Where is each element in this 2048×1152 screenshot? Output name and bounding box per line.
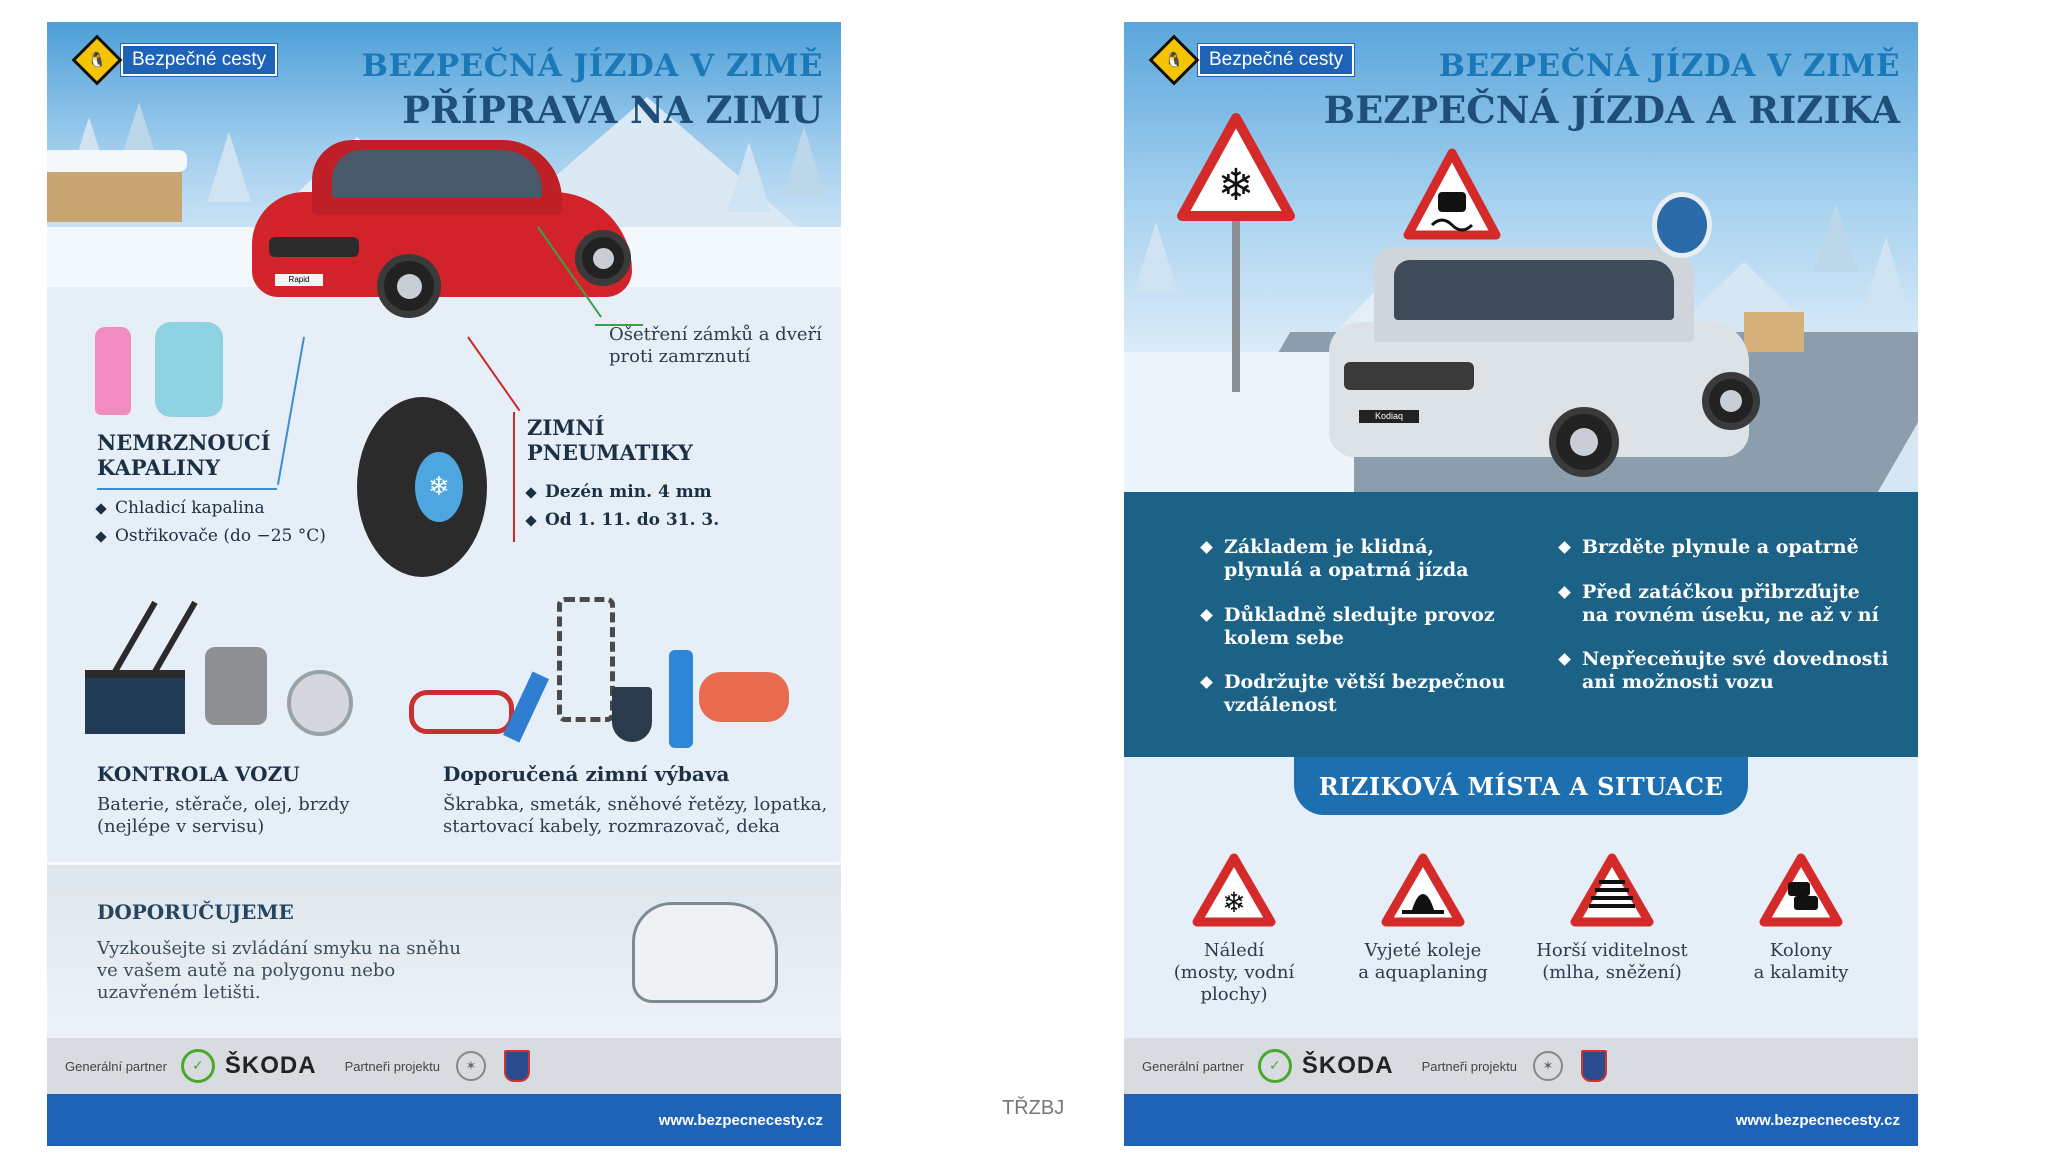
- risk-visibility: Horší viditelnost (mlha, sněžení): [1532, 852, 1692, 984]
- penguin-icon: 🐧: [72, 35, 123, 86]
- skoda-wordmark: ŠKODA: [1301, 1052, 1394, 1079]
- poster-subtitle: BEZPEČNÁ JÍZDA A RIZIKA: [1323, 88, 1900, 132]
- tip-item: Základem je klidná, plynulá a opatrná jízda: [1224, 536, 1469, 582]
- jumper-cables-icon: [409, 690, 514, 734]
- risk-ice: ❄ Náledí (mosty, vodní plochy): [1154, 852, 1314, 1006]
- vehicle-check-heading: KONTROLA VOZU: [97, 762, 300, 786]
- drifting-car-illustration: [632, 902, 778, 1003]
- project-partners-label: Partneři projektu: [344, 1058, 440, 1074]
- fluids-heading: NEMRZNOUCÍ KAPALINY: [97, 430, 271, 480]
- oil-bottle-icon: [205, 647, 267, 725]
- general-partner-label: Generální partner: [65, 1058, 167, 1074]
- recommend-text: Vyzkoušejte si zvládání smyku na sněhu ve vašem autě na polygonu nebo uzavřeném letišti.: [97, 938, 461, 1003]
- roof-tire-icon: [1652, 192, 1712, 258]
- svg-text:❄: ❄: [1217, 160, 1255, 211]
- fog-icon: [1569, 852, 1655, 928]
- general-partner-label: Generální partner: [1142, 1058, 1244, 1074]
- equipment-text: Škrabka, smeták, sněhové řetězy, lopatka, startovací kabely, rozmrazovač, deka: [443, 794, 828, 837]
- partners-bar: [47, 1038, 841, 1094]
- ministry-crest-icon: [504, 1050, 530, 1082]
- snow-chains-icon: [557, 597, 615, 722]
- partners-bar: [1124, 1038, 1918, 1094]
- fluids-item: Ostřikovače (do −25 °C): [97, 522, 326, 550]
- project-partners-label: Partneři projektu: [1421, 1058, 1517, 1074]
- skoda-logo-icon: ✓: [1258, 1049, 1292, 1083]
- car-plate: Kodiaq: [1359, 410, 1419, 423]
- brand-logo: [1156, 42, 1354, 78]
- locks-note: Ošetření zámků a dveří proti zamrznutí: [609, 324, 822, 367]
- brake-disc-icon: [287, 670, 353, 736]
- ice-warning-sign-icon: [1176, 112, 1296, 392]
- tip-item: Před zatáčkou přibrzďujte na rovném úseku, ne až v ní: [1582, 581, 1879, 627]
- equipment-heading: Doporučená zimní výbava: [443, 762, 730, 786]
- slippery-road-sign-icon: [1402, 147, 1502, 257]
- vehicle-check-text: Baterie, stěrače, olej, brzdy (nejlépe v servisu): [97, 794, 350, 837]
- police-badge-icon: ✶: [456, 1051, 486, 1081]
- brand-name: Bezpečné cesty: [1198, 44, 1354, 76]
- skoda-logo-icon: ✓: [181, 1049, 215, 1083]
- tip-item: Nepřeceňujte své dovednosti ani možnosti vozu: [1582, 648, 1888, 694]
- website-url[interactable]: www.bezpecnecesty.cz: [47, 1094, 841, 1146]
- bump-icon: [1380, 852, 1466, 928]
- deicer-spray-icon: [669, 650, 693, 748]
- wiper-icon: [152, 601, 197, 673]
- recommend-heading: DOPORUČUJEME: [97, 900, 294, 924]
- website-url[interactable]: www.bezpecnecesty.cz: [1124, 1094, 1918, 1146]
- tip-item: Brzděte plynule a opatrně: [1582, 536, 1859, 559]
- poster-title: BEZPEČNÁ JÍZDA V ZIMĚ: [1438, 48, 1900, 84]
- brand-logo: [79, 42, 277, 78]
- battery-icon: [85, 670, 185, 734]
- winter-tire-icon: ❄: [357, 397, 487, 577]
- skoda-wordmark: ŠKODA: [224, 1052, 317, 1079]
- tires-item: Dezén min. 4 mm: [527, 478, 712, 506]
- queue-icon: [1758, 852, 1844, 928]
- tires-item: Od 1. 11. do 31. 3.: [527, 506, 719, 534]
- poster-title: BEZPEČNÁ JÍZDA V ZIMĚ: [361, 48, 823, 84]
- poster-winter-preparation: [47, 22, 841, 1146]
- poster-safe-driving-risks: [1124, 22, 1918, 1146]
- brand-name: Bezpečné cesty: [121, 44, 277, 76]
- blanket-icon: [699, 672, 789, 722]
- snowflake-icon: [1191, 852, 1277, 928]
- penguin-icon: 🐧: [1149, 35, 1200, 86]
- risk-ruts: Vyjeté koleje a aquaplaning: [1343, 852, 1503, 984]
- center-label: TŘZBJ: [1002, 1097, 1065, 1119]
- coolant-bottle-icon: [95, 327, 131, 415]
- fluids-item: Chladicí kapalina: [97, 494, 265, 522]
- tip-item: Důkladně sledujte provoz kolem sebe: [1224, 604, 1495, 650]
- poster-subtitle: PŘÍPRAVA NA ZIMU: [402, 88, 823, 132]
- washer-fluid-icon: [155, 322, 223, 417]
- svg-text:❄: ❄: [1222, 886, 1246, 919]
- tip-item: Dodržujte větší bezpečnou vzdálenost: [1224, 671, 1505, 717]
- car-plate: Rapid: [275, 274, 323, 286]
- shovel-icon: [612, 687, 652, 742]
- risk-queues: Kolony a kalamity: [1721, 852, 1881, 984]
- ministry-crest-icon: [1581, 1050, 1607, 1082]
- tires-heading: ZIMNÍ PNEUMATIKY: [527, 415, 693, 465]
- wiper-icon: [112, 601, 157, 673]
- risk-section-heading: RIZIKOVÁ MÍSTA A SITUACE: [1294, 757, 1748, 815]
- police-badge-icon: ✶: [1533, 1051, 1563, 1081]
